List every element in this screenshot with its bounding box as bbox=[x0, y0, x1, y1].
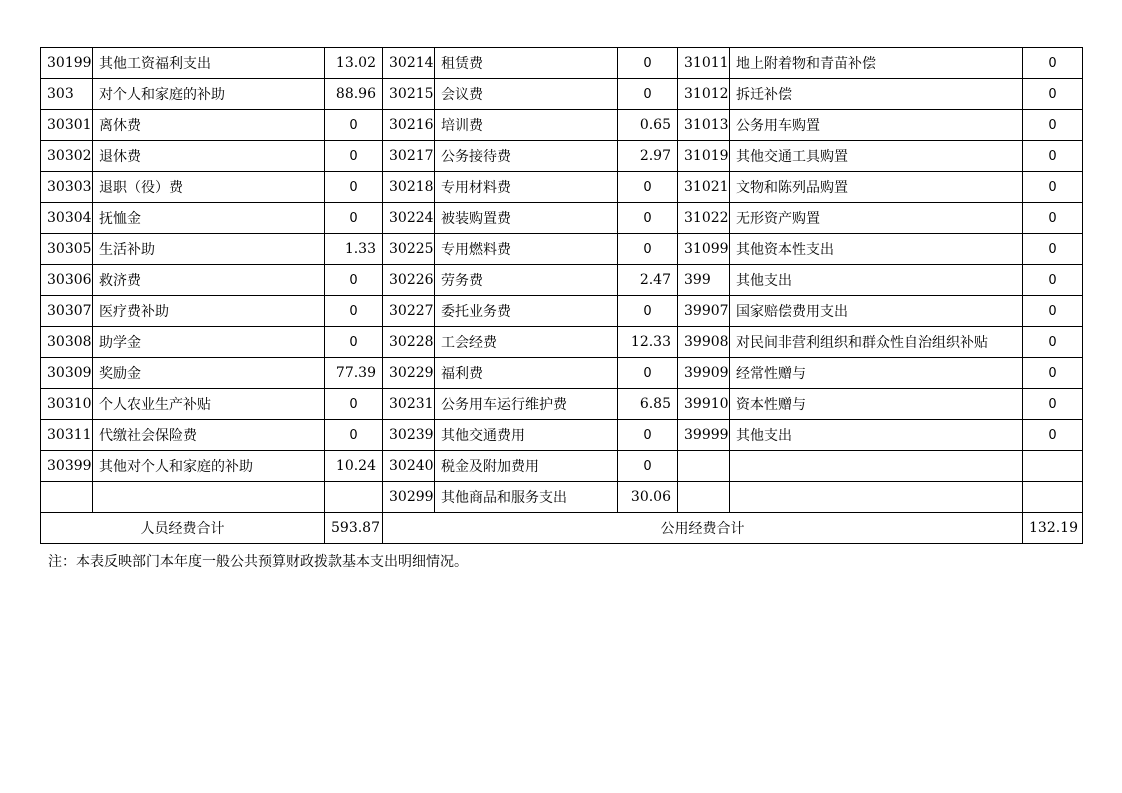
item-amount-cell: 30.06 bbox=[618, 482, 678, 513]
item-amount-cell bbox=[1023, 482, 1083, 513]
item-amount-cell: 77.39 bbox=[325, 358, 383, 389]
item-code-cell: 30215 bbox=[383, 79, 435, 110]
item-amount-cell: 1.33 bbox=[325, 234, 383, 265]
table-row bbox=[41, 420, 1083, 451]
item-amount-cell: 0 bbox=[1023, 203, 1083, 234]
table-row bbox=[41, 234, 1083, 265]
item-code-cell: 30218 bbox=[383, 172, 435, 203]
item-code-cell: 399 bbox=[678, 265, 730, 296]
item-name-cell: 其他交通工具购置 bbox=[730, 141, 1023, 172]
item-amount-cell: 0 bbox=[325, 172, 383, 203]
item-code-cell: 31011 bbox=[678, 48, 730, 79]
item-amount-cell: 0 bbox=[1023, 141, 1083, 172]
item-code-cell: 31013 bbox=[678, 110, 730, 141]
item-name-cell: 委托业务费 bbox=[435, 296, 618, 327]
item-code-cell: 30399 bbox=[41, 451, 93, 482]
item-amount-cell: 0 bbox=[1023, 234, 1083, 265]
item-name-cell: 专用燃料费 bbox=[435, 234, 618, 265]
item-code-cell: 30307 bbox=[41, 296, 93, 327]
item-amount-cell: 0 bbox=[325, 141, 383, 172]
item-name-cell: 退职（役）费 bbox=[93, 172, 325, 203]
totals-row bbox=[41, 513, 1083, 544]
item-code-cell: 30239 bbox=[383, 420, 435, 451]
item-code-cell: 30311 bbox=[41, 420, 93, 451]
item-name-cell: 其他资本性支出 bbox=[730, 234, 1023, 265]
item-name-cell: 对民间非营利组织和群众性自治组织补贴 bbox=[730, 327, 1023, 358]
item-amount-cell: 0 bbox=[1023, 420, 1083, 451]
item-name-cell: 无形资产购置 bbox=[730, 203, 1023, 234]
item-code-cell: 30229 bbox=[383, 358, 435, 389]
item-amount-cell: 88.96 bbox=[325, 79, 383, 110]
item-amount-cell: 0 bbox=[618, 79, 678, 110]
table-note: 注：本表反映部门本年度一般公共预算财政拨款基本支出明细情况。 bbox=[48, 554, 468, 570]
item-amount-cell: 0 bbox=[1023, 48, 1083, 79]
item-amount-cell: 0 bbox=[1023, 265, 1083, 296]
item-name-cell bbox=[730, 482, 1023, 513]
expenditure-table-container bbox=[40, 47, 1083, 544]
item-amount-cell: 0 bbox=[1023, 110, 1083, 141]
item-name-cell bbox=[730, 451, 1023, 482]
item-name-cell: 离休费 bbox=[93, 110, 325, 141]
item-amount-cell bbox=[325, 482, 383, 513]
item-amount-cell: 0 bbox=[325, 389, 383, 420]
item-code-cell: 30217 bbox=[383, 141, 435, 172]
item-name-cell: 其他商品和服务支出 bbox=[435, 482, 618, 513]
item-code-cell: 31019 bbox=[678, 141, 730, 172]
item-amount-cell: 0.65 bbox=[618, 110, 678, 141]
item-code-cell bbox=[41, 482, 93, 513]
table-row bbox=[41, 358, 1083, 389]
item-code-cell: 31012 bbox=[678, 79, 730, 110]
item-amount-cell: 0 bbox=[618, 296, 678, 327]
item-code-cell bbox=[678, 482, 730, 513]
item-amount-cell: 0 bbox=[325, 265, 383, 296]
item-name-cell: 退休费 bbox=[93, 141, 325, 172]
item-name-cell: 其他交通费用 bbox=[435, 420, 618, 451]
item-code-cell: 30226 bbox=[383, 265, 435, 296]
item-name-cell: 被装购置费 bbox=[435, 203, 618, 234]
personnel-total-label: 人员经费合计 bbox=[41, 513, 325, 544]
table-row bbox=[41, 48, 1083, 79]
item-amount-cell: 0 bbox=[618, 234, 678, 265]
item-code-cell: 39907 bbox=[678, 296, 730, 327]
item-name-cell: 文物和陈列品购置 bbox=[730, 172, 1023, 203]
item-name-cell: 其他对个人和家庭的补助 bbox=[93, 451, 325, 482]
item-name-cell: 税金及附加费用 bbox=[435, 451, 618, 482]
item-name-cell: 助学金 bbox=[93, 327, 325, 358]
item-name-cell: 个人农业生产补贴 bbox=[93, 389, 325, 420]
item-amount-cell: 0 bbox=[618, 451, 678, 482]
item-code-cell: 30216 bbox=[383, 110, 435, 141]
item-amount-cell: 0 bbox=[618, 358, 678, 389]
item-name-cell: 公务接待费 bbox=[435, 141, 618, 172]
item-code-cell: 30304 bbox=[41, 203, 93, 234]
item-code-cell: 30301 bbox=[41, 110, 93, 141]
table-row bbox=[41, 265, 1083, 296]
item-amount-cell: 6.85 bbox=[618, 389, 678, 420]
table-row bbox=[41, 327, 1083, 358]
item-amount-cell: 2.97 bbox=[618, 141, 678, 172]
item-code-cell: 39910 bbox=[678, 389, 730, 420]
item-name-cell: 国家赔偿费用支出 bbox=[730, 296, 1023, 327]
item-name-cell: 对个人和家庭的补助 bbox=[93, 79, 325, 110]
item-code-cell: 30224 bbox=[383, 203, 435, 234]
table-row bbox=[41, 141, 1083, 172]
item-code-cell: 30240 bbox=[383, 451, 435, 482]
item-name-cell: 劳务费 bbox=[435, 265, 618, 296]
item-code-cell: 31021 bbox=[678, 172, 730, 203]
item-name-cell: 拆迁补偿 bbox=[730, 79, 1023, 110]
item-name-cell: 医疗费补助 bbox=[93, 296, 325, 327]
item-name-cell: 经常性赠与 bbox=[730, 358, 1023, 389]
item-name-cell: 代缴社会保险费 bbox=[93, 420, 325, 451]
table-row bbox=[41, 203, 1083, 234]
item-amount-cell: 0 bbox=[325, 203, 383, 234]
item-amount-cell: 0 bbox=[325, 296, 383, 327]
item-amount-cell: 0 bbox=[1023, 172, 1083, 203]
item-name-cell: 地上附着物和青苗补偿 bbox=[730, 48, 1023, 79]
item-name-cell: 工会经费 bbox=[435, 327, 618, 358]
item-name-cell: 救济费 bbox=[93, 265, 325, 296]
item-name-cell bbox=[93, 482, 325, 513]
item-name-cell: 其他工资福利支出 bbox=[93, 48, 325, 79]
item-name-cell: 其他支出 bbox=[730, 265, 1023, 296]
item-code-cell: 30303 bbox=[41, 172, 93, 203]
table-row bbox=[41, 79, 1083, 110]
item-amount-cell: 0 bbox=[1023, 296, 1083, 327]
public-total-label: 公用经费合计 bbox=[383, 513, 1023, 544]
item-name-cell: 资本性赠与 bbox=[730, 389, 1023, 420]
item-name-cell: 租赁费 bbox=[435, 48, 618, 79]
item-name-cell: 奖励金 bbox=[93, 358, 325, 389]
public-total-value: 132.19 bbox=[1023, 513, 1083, 544]
item-code-cell: 30306 bbox=[41, 265, 93, 296]
item-amount-cell bbox=[1023, 451, 1083, 482]
item-code-cell bbox=[678, 451, 730, 482]
item-amount-cell: 0 bbox=[618, 172, 678, 203]
item-name-cell: 抚恤金 bbox=[93, 203, 325, 234]
item-amount-cell: 10.24 bbox=[325, 451, 383, 482]
item-name-cell: 公务用车运行维护费 bbox=[435, 389, 618, 420]
item-code-cell: 39999 bbox=[678, 420, 730, 451]
item-code-cell: 30305 bbox=[41, 234, 93, 265]
item-code-cell: 31022 bbox=[678, 203, 730, 234]
item-code-cell: 30309 bbox=[41, 358, 93, 389]
item-code-cell: 30225 bbox=[383, 234, 435, 265]
table-row bbox=[41, 110, 1083, 141]
personnel-total-value: 593.87 bbox=[325, 513, 383, 544]
item-amount-cell: 0 bbox=[618, 420, 678, 451]
item-name-cell: 福利费 bbox=[435, 358, 618, 389]
item-code-cell: 30214 bbox=[383, 48, 435, 79]
item-amount-cell: 0 bbox=[1023, 389, 1083, 420]
item-code-cell: 30199 bbox=[41, 48, 93, 79]
item-code-cell: 39909 bbox=[678, 358, 730, 389]
table-row bbox=[41, 172, 1083, 203]
item-amount-cell: 0 bbox=[325, 420, 383, 451]
item-amount-cell: 12.33 bbox=[618, 327, 678, 358]
item-code-cell: 31099 bbox=[678, 234, 730, 265]
item-code-cell: 30228 bbox=[383, 327, 435, 358]
item-name-cell: 培训费 bbox=[435, 110, 618, 141]
item-amount-cell: 0 bbox=[325, 327, 383, 358]
table-row bbox=[41, 451, 1083, 482]
item-code-cell: 30302 bbox=[41, 141, 93, 172]
item-name-cell: 会议费 bbox=[435, 79, 618, 110]
table-row bbox=[41, 296, 1083, 327]
item-code-cell: 30299 bbox=[383, 482, 435, 513]
item-amount-cell: 0 bbox=[618, 48, 678, 79]
item-code-cell: 30227 bbox=[383, 296, 435, 327]
item-name-cell: 专用材料费 bbox=[435, 172, 618, 203]
item-amount-cell: 0 bbox=[1023, 358, 1083, 389]
item-amount-cell: 0 bbox=[325, 110, 383, 141]
item-amount-cell: 2.47 bbox=[618, 265, 678, 296]
item-code-cell: 30310 bbox=[41, 389, 93, 420]
expenditure-detail-table bbox=[40, 47, 1083, 544]
item-amount-cell: 0 bbox=[618, 203, 678, 234]
item-name-cell: 公务用车购置 bbox=[730, 110, 1023, 141]
item-amount-cell: 13.02 bbox=[325, 48, 383, 79]
table-row bbox=[41, 482, 1083, 513]
table-row bbox=[41, 389, 1083, 420]
table-body bbox=[41, 48, 1083, 513]
item-amount-cell: 0 bbox=[1023, 79, 1083, 110]
item-code-cell: 303 bbox=[41, 79, 93, 110]
item-code-cell: 30308 bbox=[41, 327, 93, 358]
item-code-cell: 39908 bbox=[678, 327, 730, 358]
item-amount-cell: 0 bbox=[1023, 327, 1083, 358]
item-code-cell: 30231 bbox=[383, 389, 435, 420]
item-name-cell: 生活补助 bbox=[93, 234, 325, 265]
item-name-cell: 其他支出 bbox=[730, 420, 1023, 451]
